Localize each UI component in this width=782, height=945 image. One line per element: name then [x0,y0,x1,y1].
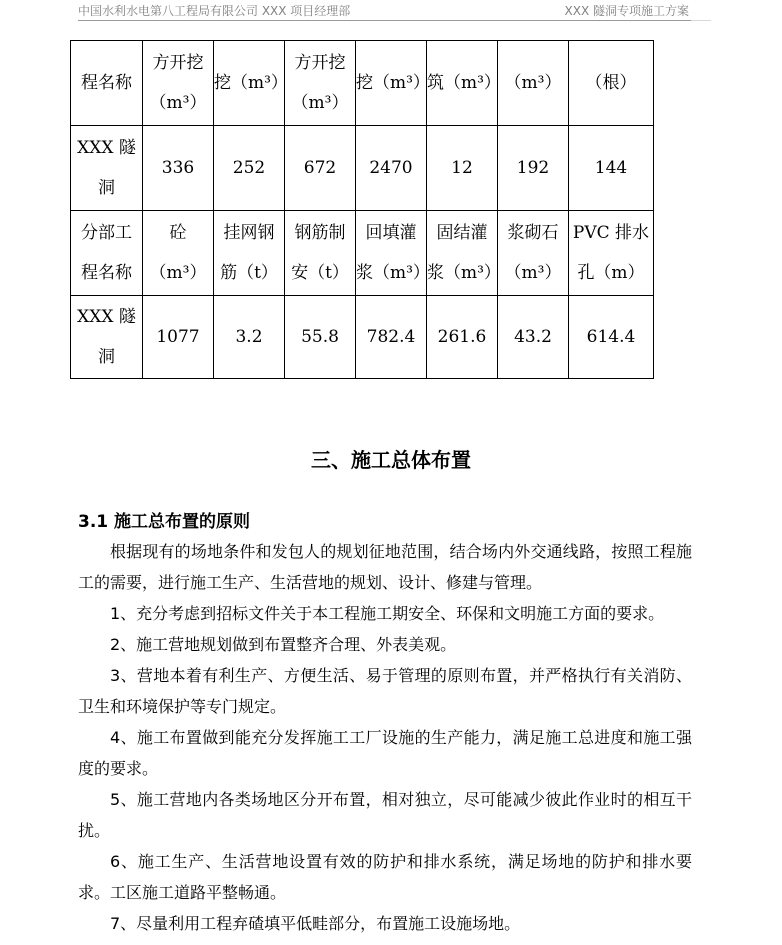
paragraph: 6、施工生产、生活营地设置有效的防护和排水系统，满足场地的防护和排水要求。工区施工道路平整畅通。 [78,852,692,902]
table-cell-text: 55.8 [301,327,339,347]
table-cell [71,41,143,126]
table-cell [285,41,356,126]
paragraph: 5、施工营地内各类场地区分开布置，相对独立，尽可能减少彼此作业时的相互干扰。 [78,790,692,840]
table-cell-text: （根） [585,73,637,93]
table-cell-text: 3.2 [235,327,263,347]
table-cell [71,126,143,211]
table-cell-text: 挖（m³） [356,73,430,93]
table-cell-text: 筋（t） [220,263,278,283]
table-cell [427,296,498,379]
table-cell [427,41,501,126]
table-row [71,211,654,296]
table-cell [214,126,285,211]
table-cell-text: 12 [451,158,473,178]
table-cell-text: 钢筋制 [294,223,346,243]
table-cell-text: （m³） [149,263,207,283]
header-company: 中国水利水电第八工程局有限公司 XXX 项目经理部 [78,4,351,18]
table-cell-text: 192 [516,158,550,178]
section-title: 三、施工总体布置 [311,448,471,472]
table-cell [356,41,430,126]
table-cell [498,211,569,296]
table-cell-text: （m³） [504,263,562,283]
table-cell-text: （m³） [504,73,562,93]
paragraph: 4、施工布置做到能充分发挥施工工厂设施的生产能力，满足施工总进度和施工强度的要求。 [78,728,692,778]
paragraph: 2、施工营地规划做到布置整齐合理、外表美观。 [110,635,457,654]
body-text [78,536,692,939]
table-cell-text: 614.4 [586,327,636,347]
table-cell-text: （m³） [291,93,349,113]
paragraph: 3、营地本着有利生产、方便生活、易于管理的原则布置，并严格执行有关消防、卫生和环境保护等专门规定。 [78,666,692,716]
table-cell [143,296,214,379]
table-cell-text: 261.6 [437,327,487,347]
page-corner-mark [691,20,711,41]
table-cell [498,296,569,379]
table-cell-text: 挖（m³） [214,73,288,93]
table-cell [356,126,427,211]
table-cell-text: 43.2 [514,327,552,347]
table-cell-text: 洞 [98,347,115,367]
table-cell-text: 方开挖 [152,53,204,73]
table-cell [569,211,654,296]
table-cell-text: 672 [303,158,337,178]
table-row [71,126,654,211]
paragraph: 根据现有的场地条件和发包人的规划征地范围，结合场内外交通线路，按照工程施工的需要，进行施工生产、生活营地的规划、设计、修建与管理。 [78,542,692,592]
table-cell [498,126,569,211]
table-cell-text: 浆（m³） [427,263,501,283]
table-cell-text: 336 [161,158,195,178]
table-cell-text: XXX 隧 [77,307,136,327]
quantity-table [70,40,654,379]
table-cell-text: XXX 隧 [77,138,136,158]
table-cell [356,211,430,296]
table-cell-text: 砼 [169,223,187,243]
table-cell [285,126,356,211]
table-cell-text: 分部工 [81,223,132,243]
table-cell [569,41,654,126]
table-cell [214,296,285,379]
table-cell-text: （m³） [149,93,207,113]
table-cell-text: 浆（m³） [356,263,430,283]
table-cell [214,211,285,296]
table-cell-text: 挂网钢 [223,223,275,243]
table-cell-text: 1077 [156,327,200,347]
table-cell-text: 洞 [98,178,115,198]
table-cell [569,126,654,211]
table-cell-text: 252 [232,158,266,178]
table-cell [143,126,214,211]
table-cell-text: 程名称 [81,263,132,283]
table-cell-text: 安（t） [291,263,349,283]
subsection-title: 3.1 施工总布置的原则 [78,512,251,532]
table-cell-text: 回填灌 [365,223,417,243]
header-document-title: XXX 隧洞专项施工方案 [564,4,689,18]
table-cell-text: 782.4 [366,327,416,347]
table-cell [427,126,498,211]
table-cell [285,211,356,296]
table-cell [285,296,356,379]
table-cell-text: 2470 [369,158,413,178]
table-cell [71,296,143,379]
table-cell [569,296,654,379]
table-cell [214,41,288,126]
table-cell [71,211,143,296]
table-cell-text: 程名称 [81,73,132,93]
table-cell-text: 144 [594,158,628,178]
paragraph: 1、充分考虑到招标文件关于本工程施工期安全、环保和文明施工方面的要求。 [110,604,665,623]
table-cell-text: 孔（m） [577,263,645,283]
page-header [78,0,691,21]
table-cell-text: 固结灌 [436,223,488,243]
table-row [71,296,654,379]
table-cell [356,296,427,379]
table-cell [427,211,501,296]
table-cell-text: 方开挖 [294,53,346,73]
paragraph: 7、尽量利用工程弃碴填平低畦部分，布置施工设施场地。 [110,914,521,933]
table-cell-text: 浆砌石 [507,223,559,243]
table-cell [498,41,569,126]
table-cell-text: PVC 排水 [572,223,650,243]
table-row [71,41,654,126]
table-cell [143,211,214,296]
table-cell-text: 筑（m³） [427,73,501,93]
table-cell [143,41,214,126]
